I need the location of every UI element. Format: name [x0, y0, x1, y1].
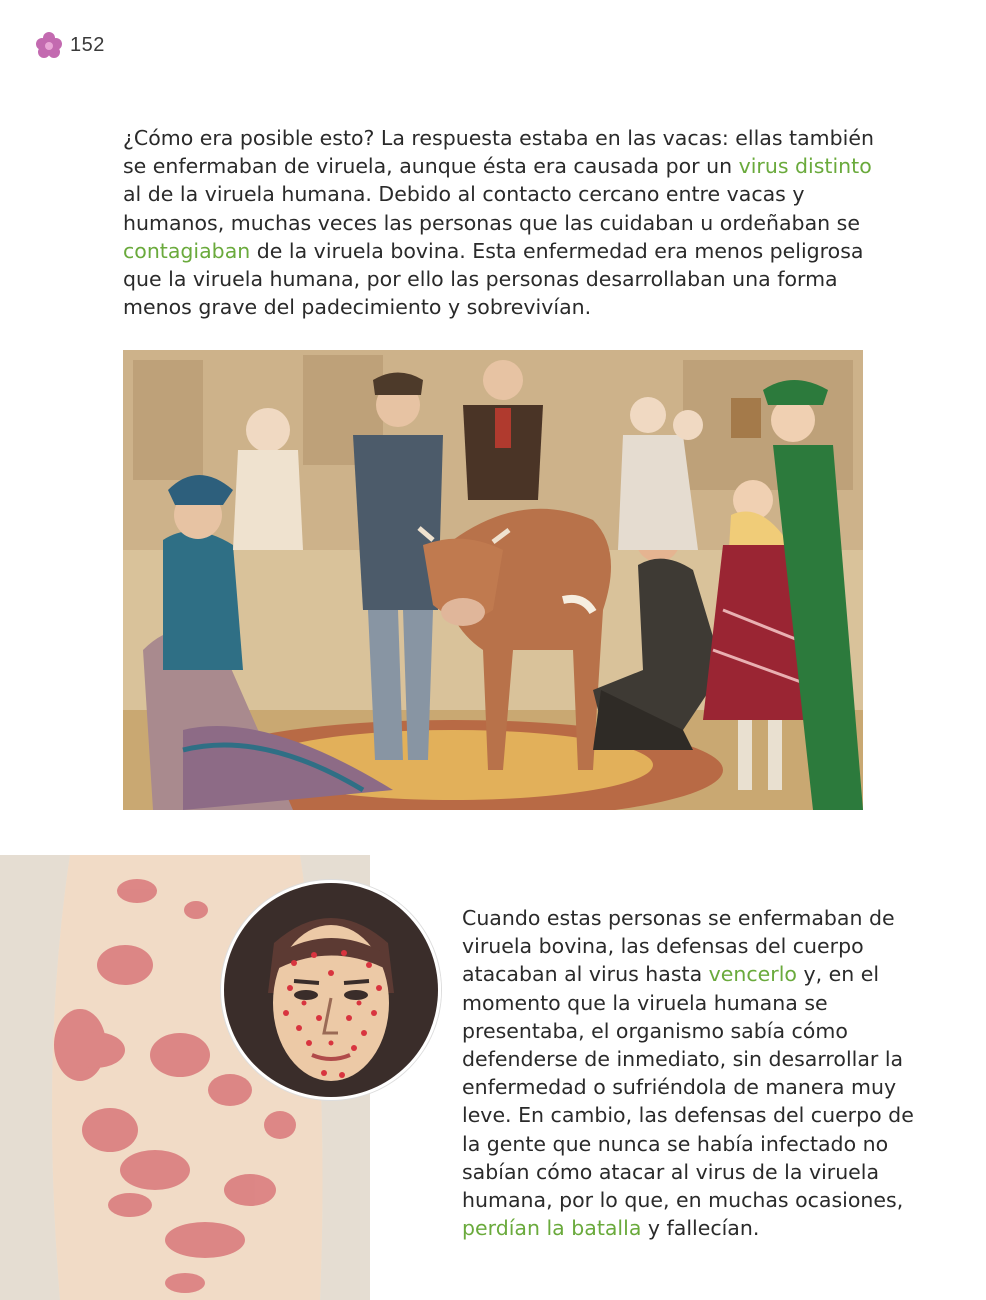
text-run: al de la viruela humana. Debido al contacto cercano entre vacas y humanos, muchas veces las personas que las cuidaban u ordeñaban se — [123, 182, 860, 235]
text-run: y, en el momento que la viruela humana se presentaba, el organismo sabía cómo defenderse de inmediato, sin desarrollar la enfermedad o sufriéndola de manera muy leve. En cambio, las defensas del cuerpo de la gente que nunca se había infectado no sabían cómo atacar al virus de la viruela humana, por lo que, en muchas ocasiones, — [462, 962, 914, 1213]
paragraph-immunity — [462, 904, 932, 1242]
text-run: y fallecían. — [641, 1216, 760, 1241]
cow-vaccination-illustration — [123, 350, 863, 810]
text-run: Cuando estas personas se enfermaban de viruela bovina, las defensas del cuerpo atacaban al virus hasta — [462, 906, 895, 987]
keyword-highlight: perdían la batalla — [462, 1216, 642, 1241]
flower-icon — [34, 30, 64, 60]
text-run: de la viruela bovina. Esta enfermedad era menos peligrosa que la viruela humana, por ello las personas desarrollaban una forma menos grave del padecimiento y sobrevivían. — [123, 238, 864, 320]
page-number-label: 152 — [70, 33, 105, 56]
smallpox-face-portrait — [221, 880, 441, 1100]
text-run: ¿Cómo era posible esto? La respuesta estaba en las vacas: ellas también se enfermaban de viruela, aunque ésta era causada por un — [123, 126, 874, 179]
keyword-highlight: virus distinto — [738, 154, 872, 179]
keyword-highlight: contagiaban — [123, 238, 251, 263]
page-number — [34, 30, 105, 60]
keyword-highlight: vencerlo — [708, 962, 797, 987]
paragraph-intro — [123, 124, 883, 321]
